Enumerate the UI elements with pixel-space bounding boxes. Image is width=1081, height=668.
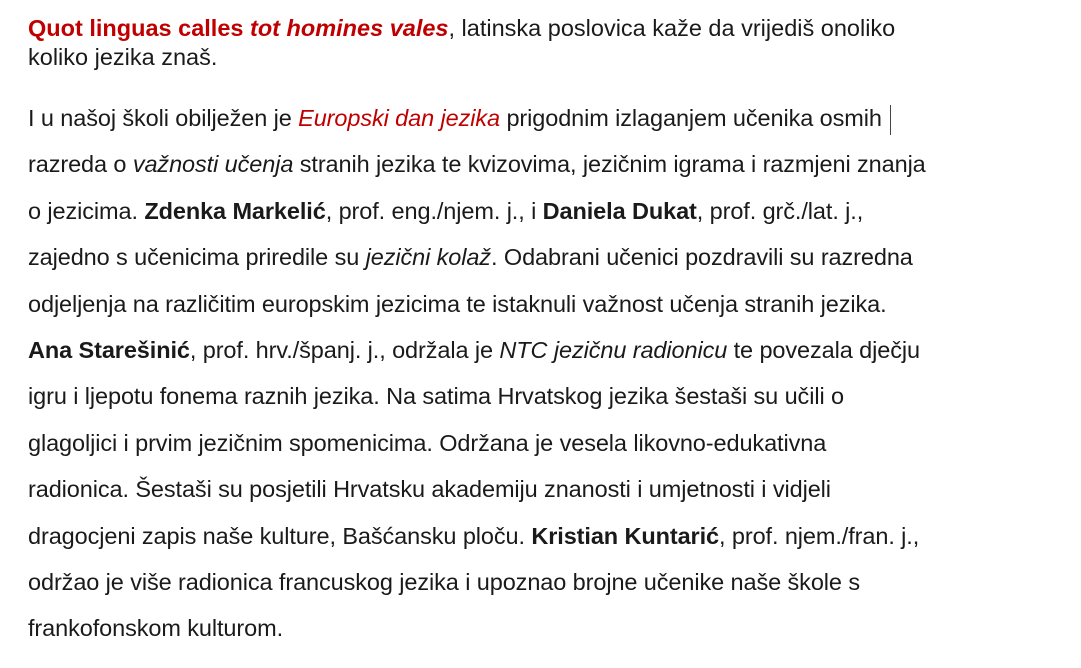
text-segment: zajedno s učenicima priredile su	[28, 244, 366, 271]
intro-line-1	[28, 14, 1073, 43]
event-name: Europski dan jezika	[298, 105, 501, 131]
latin-proverb-start: Quot linguas calles	[28, 15, 250, 41]
text-segment: stranih jezika te kvizovima, jezičnim igrama i razmjeni znanja	[293, 151, 926, 178]
main-line-8: glagoljici i prvim jezičnim spomenicima. Održana je vesela likovno-edukativna	[28, 429, 827, 456]
text-segment: I u našoj školi obilježen je	[28, 105, 299, 131]
teacher-name: Ana Starešinić	[28, 337, 190, 364]
text-segment: te povezala dječju	[727, 337, 920, 364]
main-line-9: radionica. Šestaši su posjetili Hrvatsku akademiju znanosti i umjetnosti i vidjeli	[28, 476, 831, 503]
teacher-name: Zdenka Markelić	[144, 197, 326, 224]
emphasis-text: važnosti učenja	[132, 151, 294, 178]
text-segment: , prof. grč./lat. j.,	[696, 197, 864, 224]
teacher-name: Kristian Kuntarić	[531, 522, 720, 549]
main-line-5: odjeljenja na različitim europskim jezicima te istaknuli važnost učenja stranih jezika.	[28, 290, 887, 317]
main-line-3	[28, 188, 1073, 234]
text-cursor	[890, 105, 891, 135]
text-segment: o jezicima.	[28, 197, 145, 224]
emphasis-text: NTC jezičnu radionicu	[499, 337, 728, 364]
latin-proverb-end: tot homines vales	[250, 15, 449, 41]
text-segment: . Odabrani učenici pozdravili su razredna	[491, 244, 913, 271]
main-paragraph	[28, 95, 1073, 652]
text-segment: razreda o	[28, 151, 133, 178]
text-segment: prigodnim izlaganjem učenika osmih	[500, 105, 882, 131]
main-line-11: održao je više radionica francuskog jezika i upoznao brojne učenike naše škole s	[28, 569, 860, 596]
document-body	[28, 14, 1073, 652]
intro-line-2: koliko jezika znaš.	[28, 44, 218, 70]
teacher-name: Daniela Dukat	[542, 197, 697, 224]
main-line-2	[28, 141, 1073, 187]
main-line-6	[28, 327, 1073, 373]
main-line-12: frankofonskom kulturom.	[28, 615, 283, 642]
intro-paragraph	[28, 14, 1073, 72]
text-segment: dragocjeni zapis naše kulture, Bašćansku ploču.	[28, 522, 532, 549]
text-segment: , prof. hrv./španj. j., održala je	[189, 337, 500, 364]
text-segment: , prof. njem./fran. j.,	[719, 522, 920, 549]
emphasis-text: jezični kolaž	[365, 244, 492, 271]
main-line-4	[28, 234, 1073, 280]
main-line-7: igru i ljepotu fonema raznih jezika. Na satima Hrvatskog jezika šestaši su učili o	[28, 383, 844, 410]
main-line-1	[28, 95, 1073, 141]
text-segment: , prof. eng./njem. j., i	[325, 197, 543, 224]
main-line-10	[28, 513, 1073, 559]
intro-text: , latinska poslovica kaže da vrijediš onoliko	[448, 15, 896, 41]
